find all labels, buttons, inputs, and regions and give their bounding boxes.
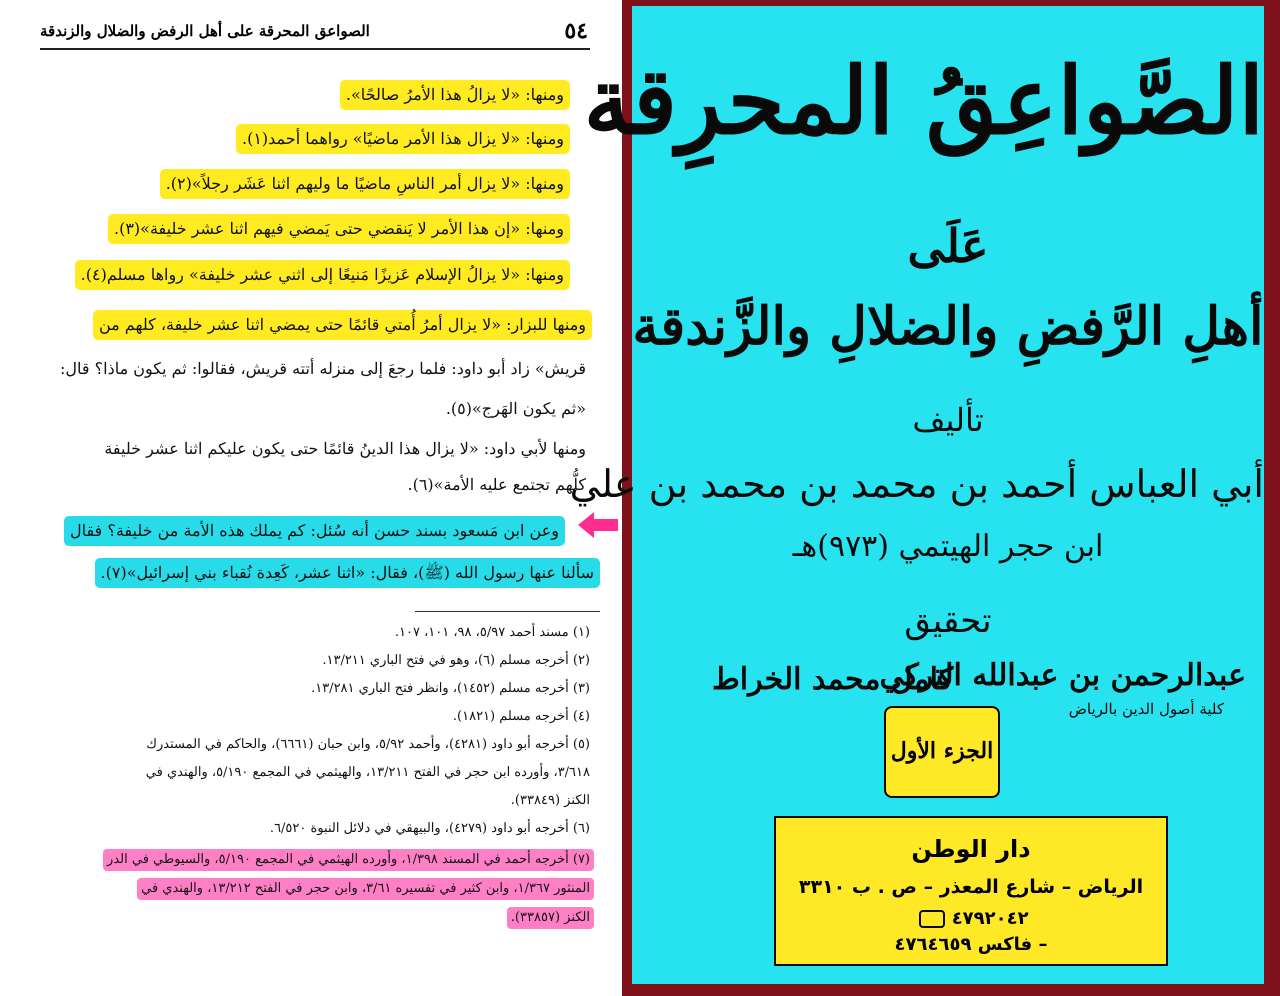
- footnote: ٣/٦١٨، وأورده ابن حجر في الفتح ١٣/٢١١، والهيثمي في المجمع ٥/١٩٠، والهندي في: [145, 765, 590, 780]
- text-line: ومنها: «لا يزال هذا الأمر ماضيًا» رواهما أحمد(١).: [236, 124, 570, 154]
- text-line: ومنها: «لا يزال أمر الناسِ ماضيًا ما وليهم اثنا عَشَر رجلاً»(٢).: [160, 169, 570, 199]
- footnote: (٤) أخرجه مسلم (١٨٢١).: [452, 709, 590, 724]
- volume-label: الجزء الأول: [890, 738, 994, 764]
- text-line: ومنها: «لا يزالُ الإسلام عَزيزًا مَنيعًا إلى اثني عشر خليفة» رواها مسلم(٤).: [75, 260, 570, 290]
- page-header: [40, 18, 588, 46]
- text-line: ومنها للبزار: «لا يزال أمرُ أُمتي قائمًا حتى يمضي اثنا عشر خليفة، كلهم من: [93, 310, 592, 340]
- text-line: ومنها لأبي داود: «لا يزال هذا الدينُ قائمًا حتى يكون عليكم اثنا عشر خليفة: [104, 439, 586, 458]
- footnote: (٣) أخرجه مسلم (١٤٥٢)، وانظر فتح الباري ١٣/٢٨١.: [311, 681, 590, 696]
- text-line: ومنها: «إن هذا الأمر لا يَنقضي حتى يَمضي فيهم اثنا عشر خليفة»(٣).: [108, 214, 570, 244]
- arrow-left-icon: [578, 512, 618, 538]
- cover-subtitle: أهلِ الرَّفضِ والضلالِ والزَّندقة: [632, 296, 1264, 357]
- footnote: (١) مسند أحمد ٥/٩٧، ٩٨، ١٠١، ١٠٧.: [394, 625, 590, 640]
- publisher-phone: ٤٧٩٢٠٤٢: [951, 908, 1029, 929]
- volume-box: [884, 706, 1000, 798]
- header-rule: [40, 48, 590, 50]
- book-page-left: [0, 0, 620, 996]
- cover-editor-1-affiliation: كلية أصول الدين بالرياض: [1068, 700, 1224, 718]
- footnote: الكنز (٣٣٨٥٧).: [507, 907, 594, 929]
- footnote: (٦) أخرجه أبو داود (٤٢٧٩)، والبيهقي في دلائل النبوة ٦/٥٢٠.: [269, 821, 590, 836]
- page-number: ٥٤: [564, 18, 588, 44]
- publisher-phone-row: [776, 906, 1166, 932]
- cover-author: أبي العباس أحمد بن محمد بن محمد بن علي: [569, 462, 1264, 506]
- text-line: وعن ابن مَسعود بسند حسن أنه سُئل: كم يملك هذه الأمة من خليفة؟ فقال: [64, 516, 565, 546]
- publisher-name: دار الوطن: [911, 835, 1031, 863]
- cover-title: الصَّواعِقُ المحرِقة: [583, 47, 1264, 155]
- text-line: قريش» زاد أبو داود: فلما رجعَ إلى منزله أتته قريش، فقالوا: ثم يكون ماذا؟ قال:: [60, 359, 586, 378]
- publisher-fax: – فاكس ٤٧٦٤٦٥٩: [894, 934, 1048, 955]
- footnote: (٢) أخرجه مسلم (٦)، وهو في فتح الباري ١٣/٢١١.: [322, 653, 590, 668]
- footnote: (٥) أخرجه أبو داود (٤٢٨١)، وأحمد ٥/٩٢، وابن حبان (٦٦٦١)، والحاكم في المستدرك: [146, 737, 590, 752]
- text-line: ومنها: «لا يزالُ هذا الأمرُ صالحًا».: [340, 80, 570, 110]
- publisher-address: الرياض – شارع المعذر – ص . ب ٣٣١٠: [798, 876, 1144, 898]
- cover-talif: تأليف: [912, 401, 984, 439]
- cover-tahqiq: تحقيق: [904, 601, 992, 641]
- text-line: سألنا عنها رسول الله (ﷺ)، فقال: «اثنا عشر، كَعِدة نُقباء بني إسرائيل»(٧).: [95, 558, 600, 588]
- text-line: كلُّهم تجتمع عليه الأمة»(٦).: [407, 475, 586, 494]
- cover-editor-1: عبدالرحمن بن عبدالله التركي: [879, 658, 1246, 693]
- publisher-box: [774, 816, 1168, 966]
- cover-editor-2: كامل محمد الخراط: [712, 662, 954, 697]
- text-line: «ثم يكون الهَرج»(٥).: [445, 399, 586, 418]
- cover-ala: عَلَى: [907, 219, 989, 273]
- phone-icon: [919, 910, 945, 928]
- footnote-rule: [415, 611, 600, 612]
- footnote: المنثور ١/٣٦٧، وابن كثير في تفسيره ٣/٦١، وابن حجر في الفتح ١٣/٢١٢، والهندي في: [137, 878, 594, 900]
- footnote: الكنز (٣٣٨٤٩).: [510, 793, 590, 808]
- cover-author-line2: ابن حجر الهيتمي (٩٧٣)هـ: [792, 529, 1104, 564]
- running-title: الصواعق المحرقة على أهل الرفض والضلال والزندقة: [40, 22, 370, 40]
- footnote: (٧) أخرجه أحمد في المسند ١/٣٩٨، وأورده الهيثمي في المجمع ٥/١٩٠، والسيوطي في الدر: [103, 849, 594, 871]
